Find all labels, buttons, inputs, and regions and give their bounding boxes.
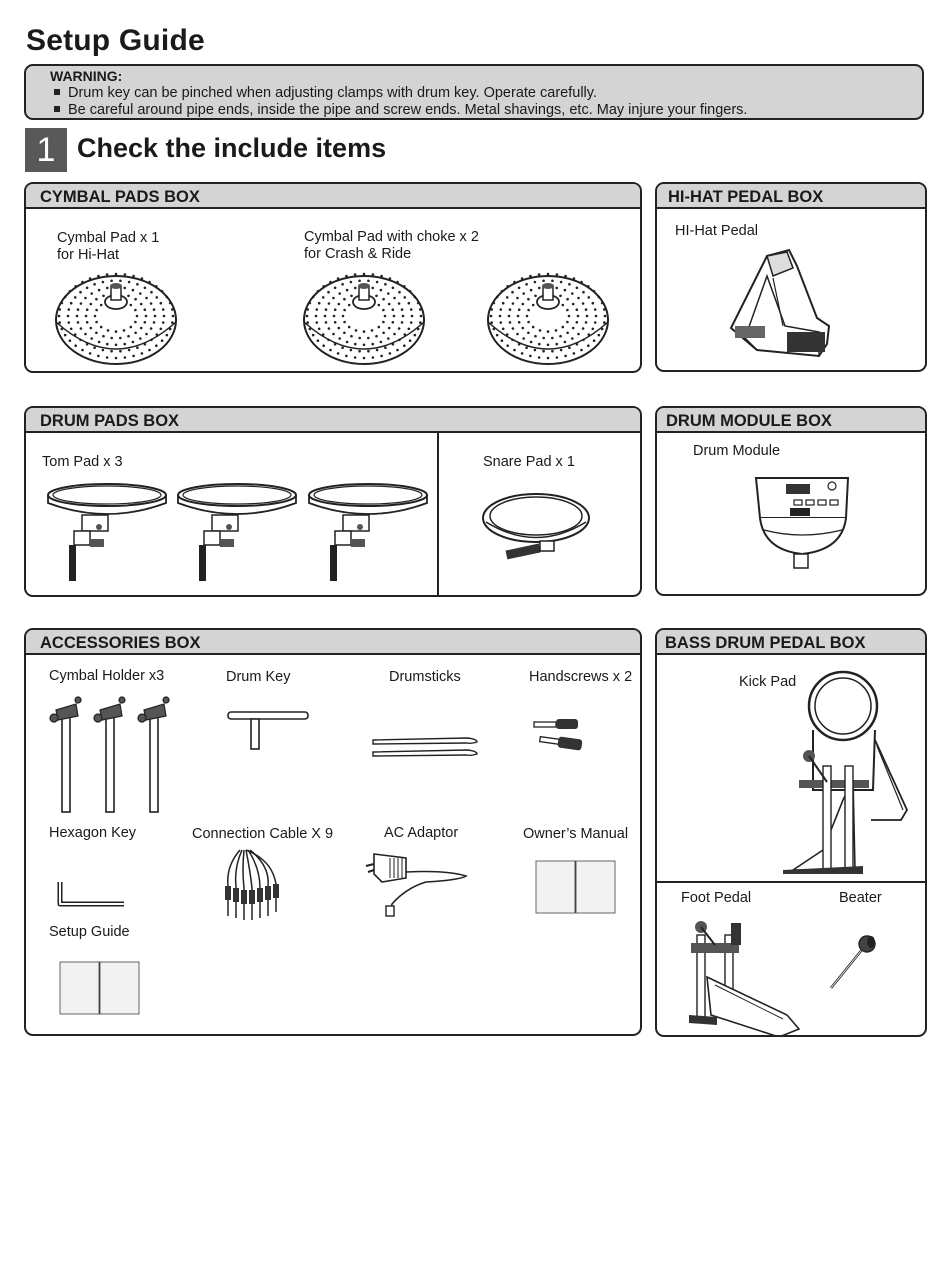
cymbal-pads-heading: CYMBAL PADS BOX — [26, 184, 640, 209]
tom-pad-icon — [46, 483, 168, 583]
setup-guide-icon — [59, 961, 141, 1016]
warning-heading: WARNING: — [50, 68, 123, 84]
step-title: Check the include items — [77, 133, 387, 163]
accessories-box — [24, 628, 642, 1036]
tom-pad-icon — [176, 483, 298, 583]
tom-pad-icon — [307, 483, 429, 583]
cymbal-pads-box — [24, 182, 642, 373]
setup-guide-label: Setup Guide — [49, 924, 130, 940]
owners-manual-icon — [535, 860, 617, 915]
cymbal-choke-label-1: Cymbal Pad with choke x 2 — [304, 229, 479, 245]
drum-key-icon — [226, 706, 311, 751]
hihat-pedal-box — [655, 182, 927, 372]
hihat-pedal-label: HI-Hat Pedal — [675, 223, 759, 239]
hihat-pedal-heading: HI-HAT PEDAL BOX — [657, 184, 925, 209]
accessories-heading: ACCESSORIES BOX — [26, 630, 640, 655]
bullet-icon — [54, 89, 60, 95]
ac-adaptor-icon — [356, 848, 471, 923]
kick-pad-icon — [783, 670, 913, 875]
drum-pads-box — [24, 406, 642, 597]
drum-module-label: Drum Module — [693, 443, 781, 459]
cymbal-pad-choke-icon — [302, 272, 427, 367]
connection-cable-icon — [216, 846, 286, 936]
bass-drum-pedal-box — [655, 628, 927, 1037]
handscrews-label: Handscrews x 2 — [529, 669, 633, 685]
drum-pads-heading: DRUM PADS BOX — [26, 408, 640, 433]
cymbal-holder-label: Cymbal Holder x3 — [49, 668, 165, 684]
handscrews-icon — [532, 718, 587, 758]
warning-box — [24, 64, 924, 120]
cymbal-pad-icon — [54, 272, 179, 367]
warning-line-2 — [54, 102, 747, 118]
drum-module-icon — [750, 474, 855, 574]
beater-label: Beater — [839, 890, 882, 906]
step-number-badge: 1 — [25, 128, 67, 172]
warning-text-1: Drum key can be pinched when adjusting clamps with drum key. Operate carefully. — [68, 85, 597, 101]
cymbal-pad-choke-icon — [486, 272, 611, 367]
tom-pad-label: Tom Pad x 3 — [42, 454, 123, 470]
snare-pad-icon — [480, 493, 595, 568]
cymbal-choke-label-2: for Crash & Ride — [304, 246, 412, 262]
connection-cable-label: Connection Cable X 9 — [192, 826, 334, 842]
owners-manual-label: Owner’s Manual — [523, 826, 629, 842]
drum-module-box — [655, 406, 927, 596]
drum-key-label: Drum Key — [226, 669, 291, 685]
snare-pad-label: Snare Pad x 1 — [483, 454, 575, 470]
kick-pad-label: Kick Pad — [739, 674, 797, 690]
hexagon-key-label: Hexagon Key — [49, 825, 137, 841]
beater-icon — [829, 932, 879, 992]
ac-adaptor-label: AC Adaptor — [384, 825, 459, 841]
cymbal-hihat-label-1: Cymbal Pad x 1 — [57, 230, 160, 246]
foot-pedal-icon — [687, 915, 802, 1037]
hihat-pedal-icon — [727, 246, 837, 366]
drumsticks-label: Drumsticks — [389, 669, 461, 685]
page-title: Setup Guide — [26, 24, 205, 57]
divider — [657, 881, 925, 883]
cymbal-hihat-label-2: for Hi-Hat — [57, 247, 120, 263]
hexagon-key-icon — [58, 878, 128, 913]
divider — [437, 433, 439, 597]
drumsticks-icon — [371, 734, 481, 764]
warning-text-2: Be careful around pipe ends, inside the pipe and screw ends. Metal shavings, etc. May injure your fingers. — [68, 102, 748, 118]
drum-module-heading: DRUM MODULE BOX — [657, 408, 925, 433]
cymbal-holder-icon — [50, 690, 180, 815]
bullet-icon — [54, 106, 60, 112]
bass-drum-pedal-heading: BASS DRUM PEDAL BOX — [657, 630, 925, 655]
foot-pedal-label: Foot Pedal — [681, 890, 752, 906]
warning-line-1 — [54, 85, 597, 101]
